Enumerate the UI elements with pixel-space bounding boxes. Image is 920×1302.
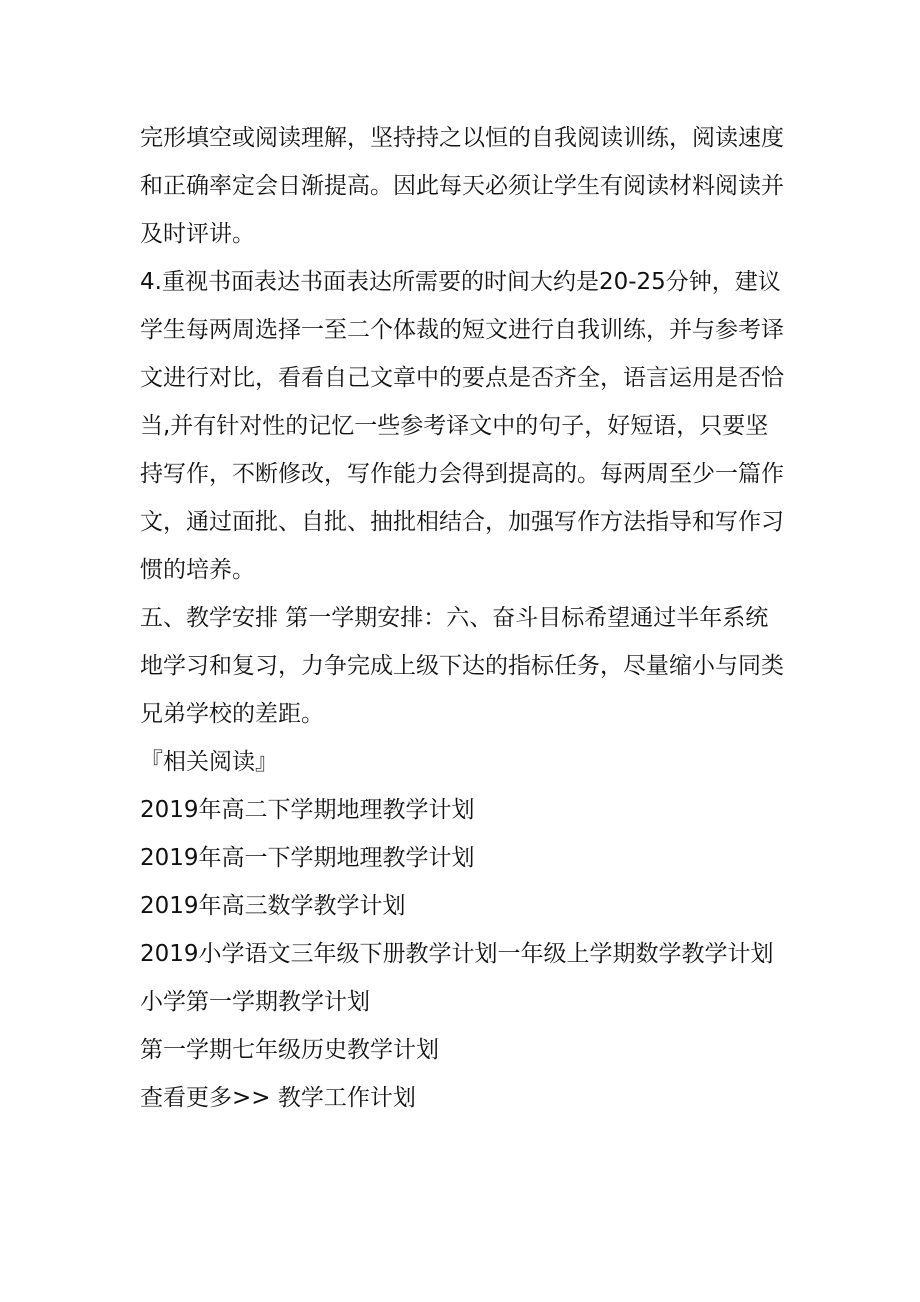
related-link[interactable]: 2019年高三数学教学计划	[140, 893, 406, 919]
paragraph-written-expression: 4.重视书面表达书面表达所需要的时间大约是20-25分钟，建议学生每两周选择一至二个体裁的短文进行自我训练，并与参考译文进行对比，看看自己文章中的要点是否齐全，语言运用是否恰当,并有针对性的记忆一些参考译文中的句子，好短语，只要坚持写作，不断修改，写作能力会得到提高的。每两周至少一篇作文，通过面批、自批、抽批相结合，加强写作方法指导和写作习惯的培养。	[140, 269, 784, 583]
more-link[interactable]: 查看更多>> 教学工作计划	[140, 1085, 416, 1111]
related-link[interactable]: 2019小学语文三年级下册教学计划一年级上学期数学教学计划	[140, 941, 774, 967]
related-link[interactable]: 2019年高一下学期地理教学计划	[140, 845, 475, 871]
related-link[interactable]: 小学第一学期教学计划	[140, 989, 370, 1015]
document-body	[140, 114, 790, 1122]
related-reading-heading: 『相关阅读』	[140, 749, 278, 775]
related-link[interactable]: 第一学期七年级历史教学计划	[140, 1037, 439, 1063]
paragraph-reading-practice: 完形填空或阅读理解，坚持持之以恒的自我阅读训练，阅读速度和正确率定会日渐提高。因此每天必须让学生有阅读材料阅读并及时评讲。	[140, 125, 784, 247]
paragraph-teaching-arrangement: 五、教学安排 第一学期安排：六、奋斗目标希望通过半年系统地学习和复习，力争完成上级下达的指标任务，尽量缩小与同类兄弟学校的差距。	[140, 605, 784, 727]
related-link[interactable]: 2019年高二下学期地理教学计划	[140, 797, 475, 823]
